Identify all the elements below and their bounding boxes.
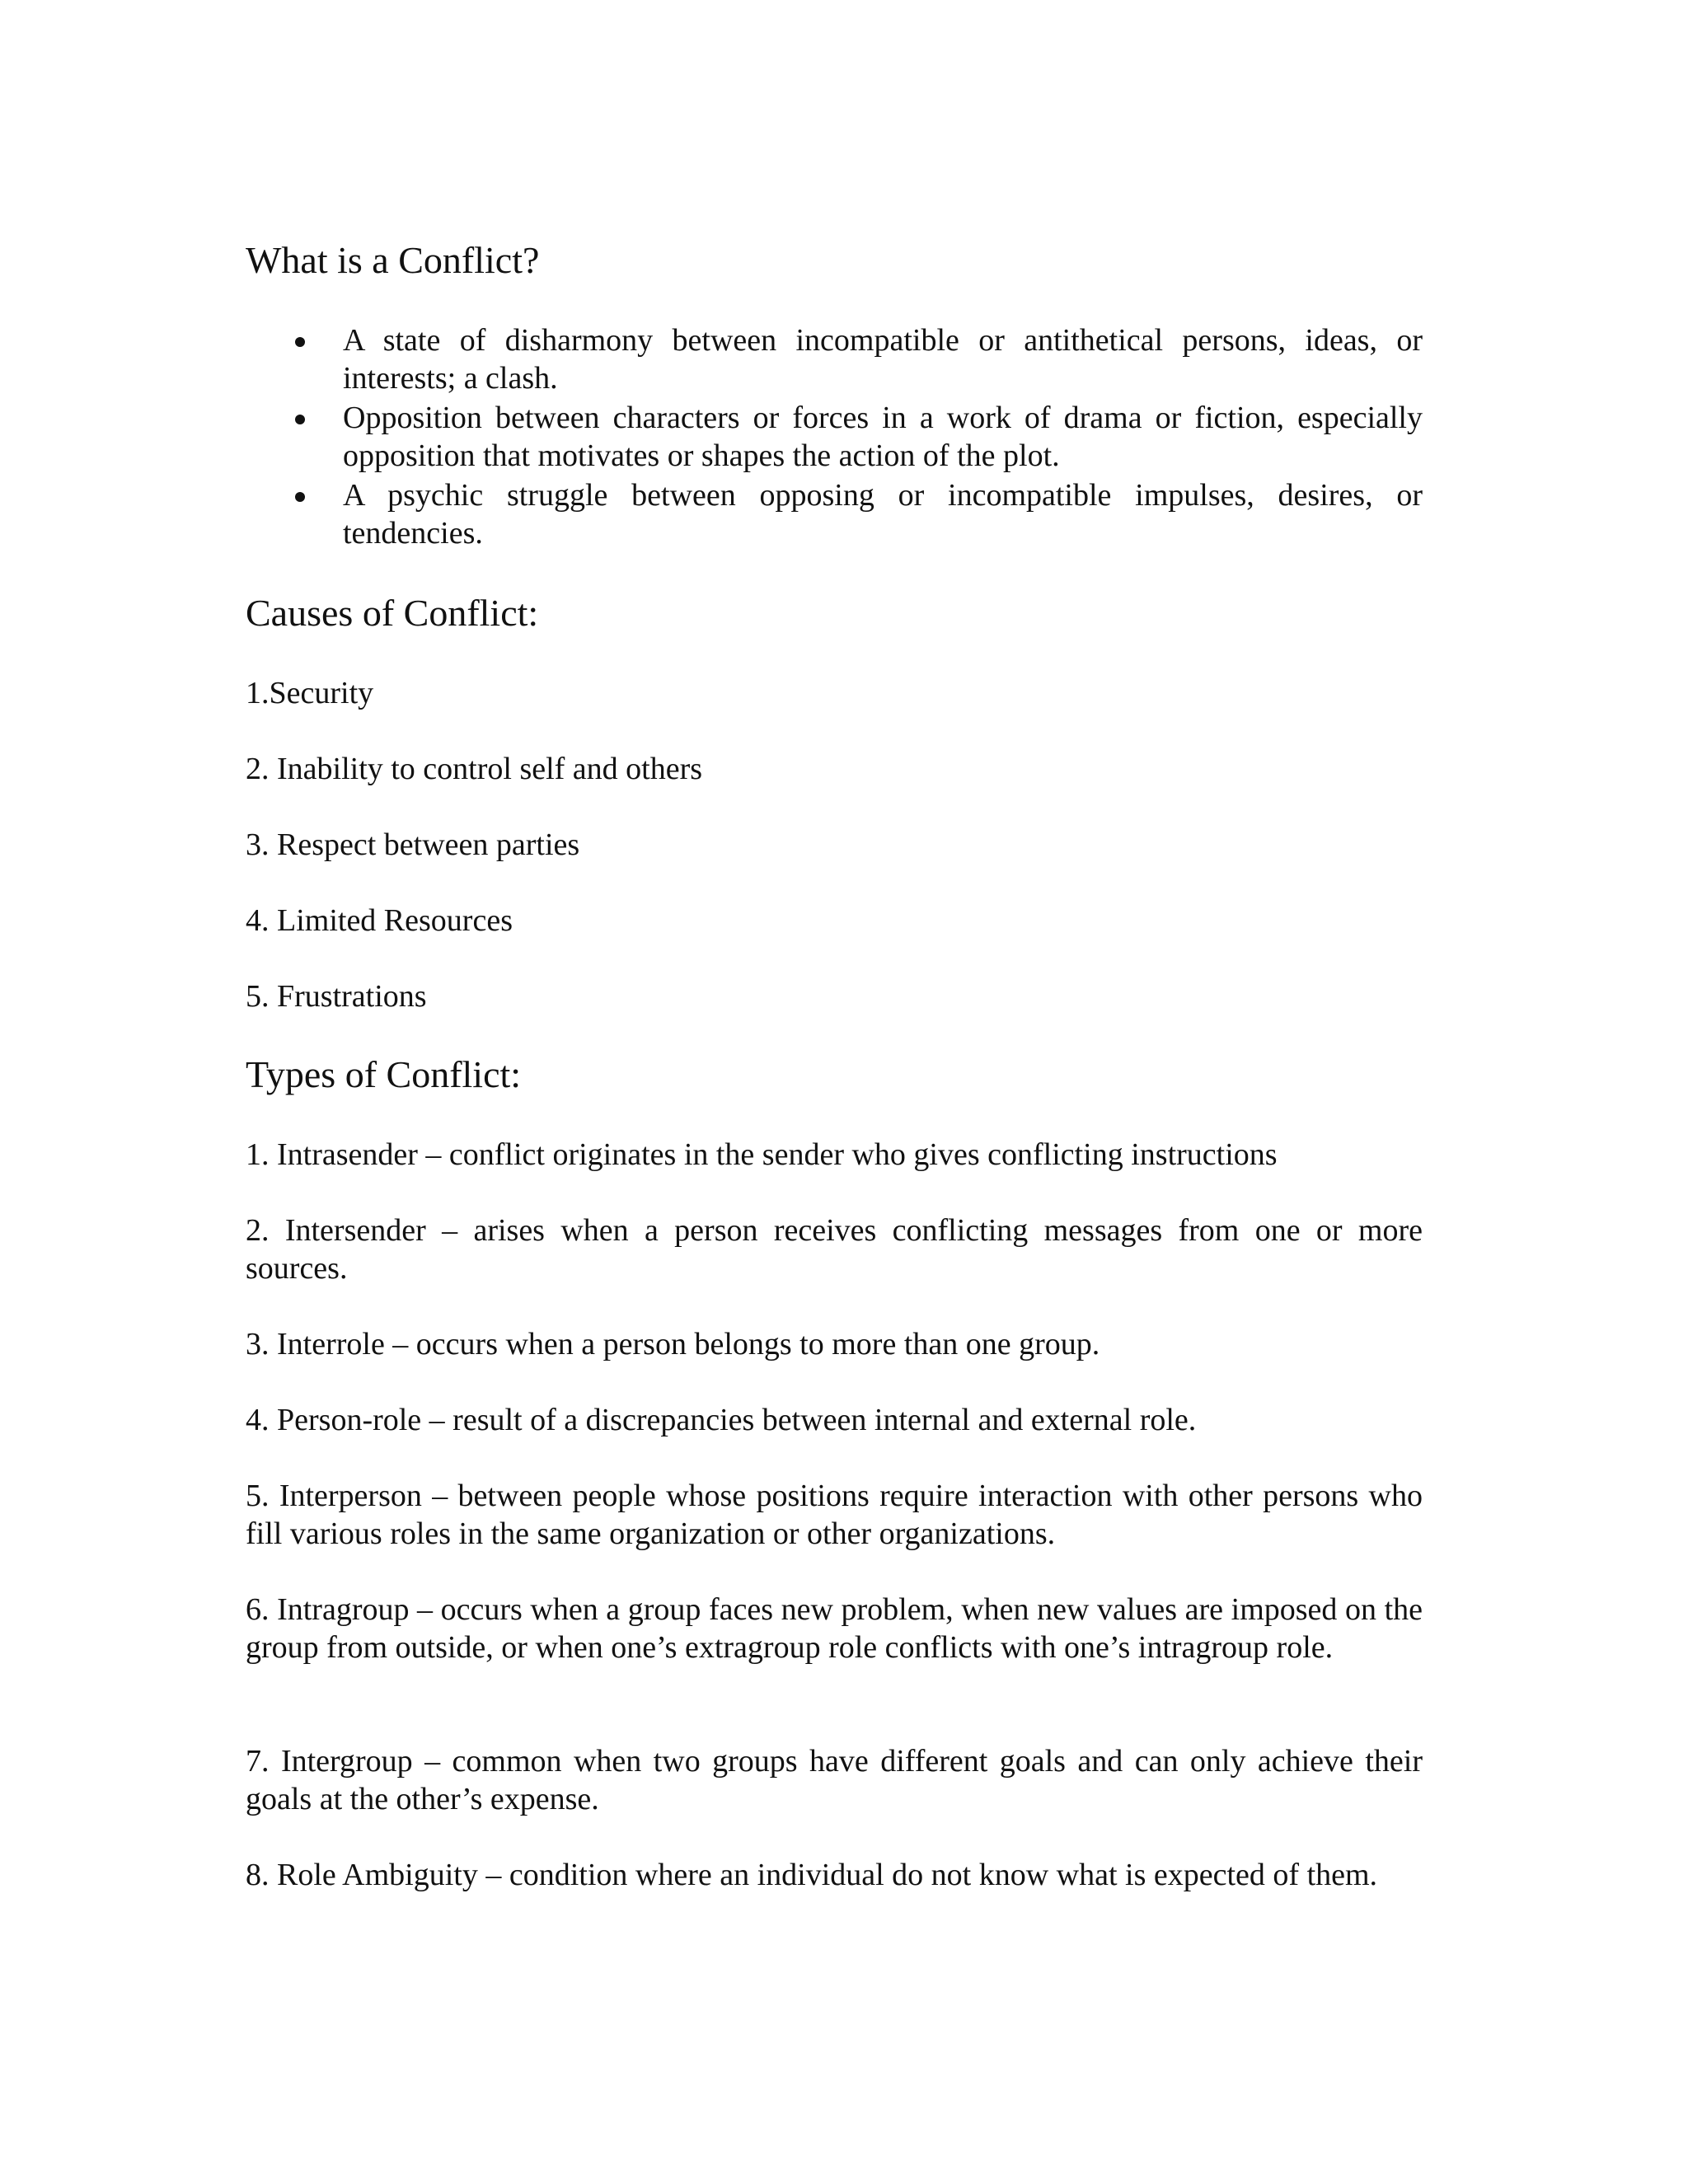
- heading-what-is-conflict: What is a Conflict?: [246, 239, 540, 281]
- type-item: 2. Intersender – arises when a person receives conflicting messages from one or more sources.: [246, 1213, 1423, 1286]
- bullet-icon: [295, 415, 305, 424]
- cause-item: 4. Limited Resources: [246, 903, 513, 938]
- cause-item: 2. Inability to control self and others: [246, 752, 703, 786]
- cause-item: 1.Security: [246, 676, 374, 710]
- type-item: 5. Interperson – between people whose positions require interaction with other persons who fill various roles in the same organization or other organizations.: [246, 1479, 1423, 1551]
- type-item: 4. Person-role – result of a discrepancies between internal and external role.: [246, 1403, 1197, 1437]
- type-item: 7. Intergroup – common when two groups have different goals and can only achieve their goals at the other’s expense.: [246, 1744, 1423, 1816]
- definition-bullet-list: [246, 321, 1423, 554]
- bullet-icon: [295, 337, 305, 347]
- definition-bullet-item: [246, 399, 1423, 475]
- definition-bullet-item: [246, 476, 1423, 552]
- cause-item: 3. Respect between parties: [246, 827, 580, 862]
- heading-types-of-conflict: Types of Conflict:: [246, 1053, 522, 1095]
- definition-bullet-item: [246, 321, 1423, 397]
- bullet-icon: [295, 492, 305, 502]
- cause-item: 5. Frustrations: [246, 979, 427, 1014]
- definition-text: A psychic struggle between opposing or incompatible impulses, desires, or tendencies.: [343, 478, 1423, 551]
- type-item: 8. Role Ambiguity – condition where an individual do not know what is expected of them.: [246, 1858, 1378, 1892]
- type-item: 3. Interrole – occurs when a person belongs to more than one group.: [246, 1327, 1100, 1361]
- heading-causes-of-conflict: Causes of Conflict:: [246, 592, 539, 634]
- type-item: 6. Intragroup – occurs when a group faces new problem, when new values are imposed on the group from outside, or when one’s extragroup role conflicts with one’s intragroup role.: [246, 1592, 1423, 1665]
- definition-text: A state of disharmony between incompatible or antithetical persons, ideas, or interests; a clash.: [343, 323, 1423, 396]
- type-item: 1. Intrasender – conflict originates in the sender who gives conflicting instructions: [246, 1137, 1278, 1172]
- definition-text: Opposition between characters or forces in a work of drama or fiction, especially opposition that motivates or shapes the action of the plot.: [343, 401, 1423, 473]
